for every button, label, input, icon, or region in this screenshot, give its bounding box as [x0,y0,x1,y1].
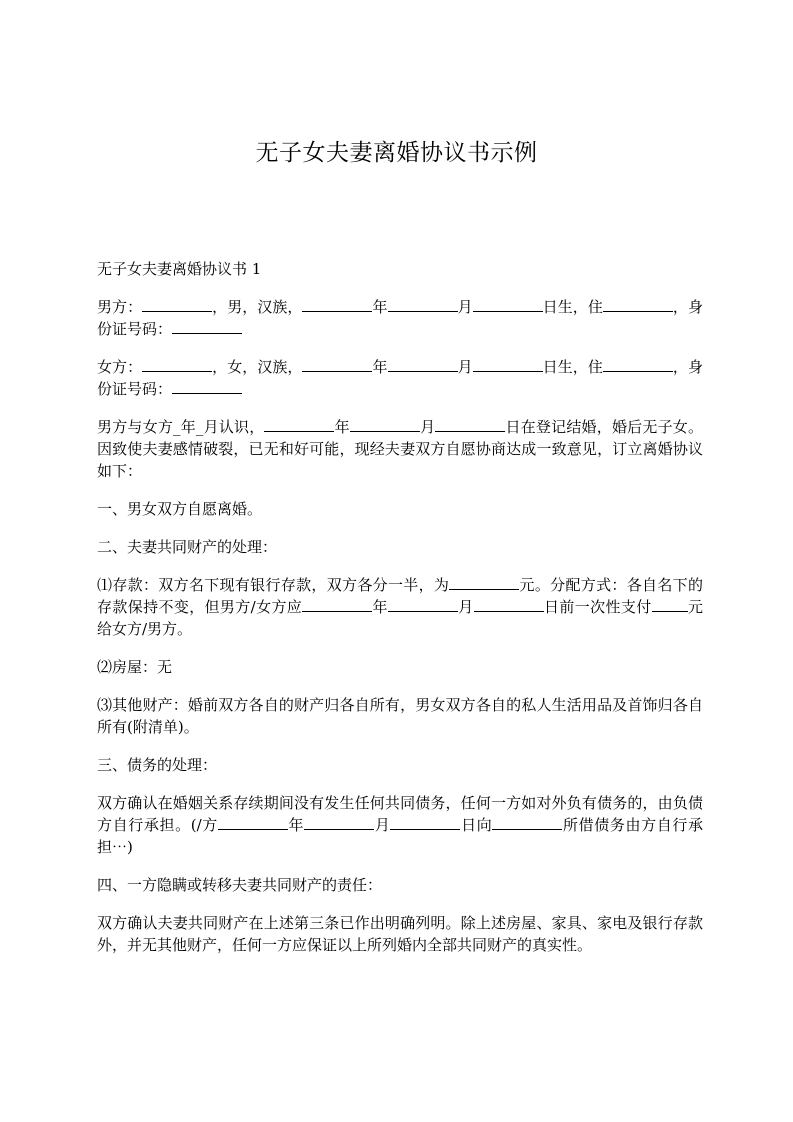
debt-text-d: 日向 [460,816,493,834]
intro-month-text: 月 [419,418,436,436]
deposit-amount-blank [449,575,519,590]
debt-creditor-blank [492,815,562,830]
woman-name-blank [142,357,212,372]
marriage-day-blank [435,417,505,432]
woman-birth-year-blank [302,357,372,372]
man-birth-month-blank [388,297,458,312]
house-paragraph: ⑵房屋：无 [97,658,173,676]
man-birth-year-blank [302,297,372,312]
payment-year-blank [302,597,372,612]
debt-paragraph [97,792,703,858]
debt-day-blank [390,815,460,830]
marriage-year-blank [264,417,334,432]
deposit-month-text: 月 [457,598,474,616]
man-info-paragraph [97,296,703,340]
man-label: 男方： [97,298,143,316]
deposit-text-a: ⑴存款：双方名下现有银行存款，双方各分一半，为 [97,576,450,594]
section-4-heading: 四、一方隐瞒或转移夫妻共同财产的责任： [97,876,383,894]
intro-year-text: 年 [334,418,350,436]
debt-text-a: 双方确认在婚姻关系存续期间没有发生任何共同债务，任何一方如对外负有债务的，由负债方自行承担。(/方 [97,794,703,834]
debt-month-blank [304,815,374,830]
woman-birth-month-blank [388,357,458,372]
woman-address-blank [603,357,673,372]
deposit-year-text: 年 [372,598,388,616]
agreement-subtitle: 无子女夫妻离婚协议书 1 [97,260,262,278]
payment-month-blank [388,597,458,612]
man-month-text: 月 [457,298,473,316]
man-id-text: ，身份证号码： [97,298,703,338]
payment-amount-blank [652,597,688,612]
confirm-paragraph: 双方确认夫妻共同财产在上述第三条已作出明确列明。除上述房屋、家具、家电及银行存款外，并无其他财产，任何一方应保证以上所列婚内全部共同财产的真实性。 [97,914,703,954]
man-address-blank [603,297,673,312]
woman-birth-day-blank [473,357,543,372]
section-1-heading: 一、男女双方自愿离婚。 [97,500,263,518]
woman-gender-text: ，女，汉族， [212,358,303,376]
woman-address-text: 日生，住 [542,358,603,376]
intro-text-d: 日在登记结婚，婚后无子女。因致使夫妻感情破裂，已无和好可能，现经夫妻双方自愿协商达成一致意见，订立离婚协议如下： [97,418,703,480]
intro-text-a: 男方与女方_年_月认识， [97,418,265,436]
woman-id-blank [172,379,242,394]
man-name-blank [142,297,212,312]
deposit-text-b: 元。分配方式：各自名下的存款保持不变，但男方/女方应 [97,576,703,616]
woman-label: 女方： [97,358,143,376]
deposit-paragraph [97,574,703,640]
debt-year-blank [218,815,288,830]
marriage-month-blank [350,417,420,432]
man-year-text: 年 [372,298,388,316]
document-title: 无子女夫妻离婚协议书示例 [255,140,538,166]
debt-month-text: 月 [374,816,391,834]
payment-day-blank [474,597,544,612]
section-3-heading: 三、债务的处理： [97,756,218,774]
document-body [97,258,703,972]
man-gender-text: ，男，汉族， [212,298,303,316]
woman-year-text: 年 [372,358,388,376]
man-id-blank [172,319,242,334]
debt-year-text: 年 [287,816,305,834]
deposit-text-e: 日前一次性支付 [543,598,652,616]
woman-info-paragraph [97,356,703,400]
debt-text-e: 所借债务由方自行承担⋯) [97,816,703,856]
section-2-heading: 二、夫妻共同财产的处理： [97,538,278,556]
man-birth-day-blank [473,297,543,312]
intro-paragraph [97,416,703,482]
woman-id-text: ，身份证号码： [97,358,703,398]
man-address-text: 日生，住 [542,298,603,316]
other-property-paragraph: ⑶其他财产：婚前双方各自的财产归各自所有，男女双方各自的私人生活用品及首饰归各自所有(附清单)。 [97,696,703,736]
woman-month-text: 月 [457,358,473,376]
deposit-text-f: 元给女方/男方。 [97,598,703,638]
